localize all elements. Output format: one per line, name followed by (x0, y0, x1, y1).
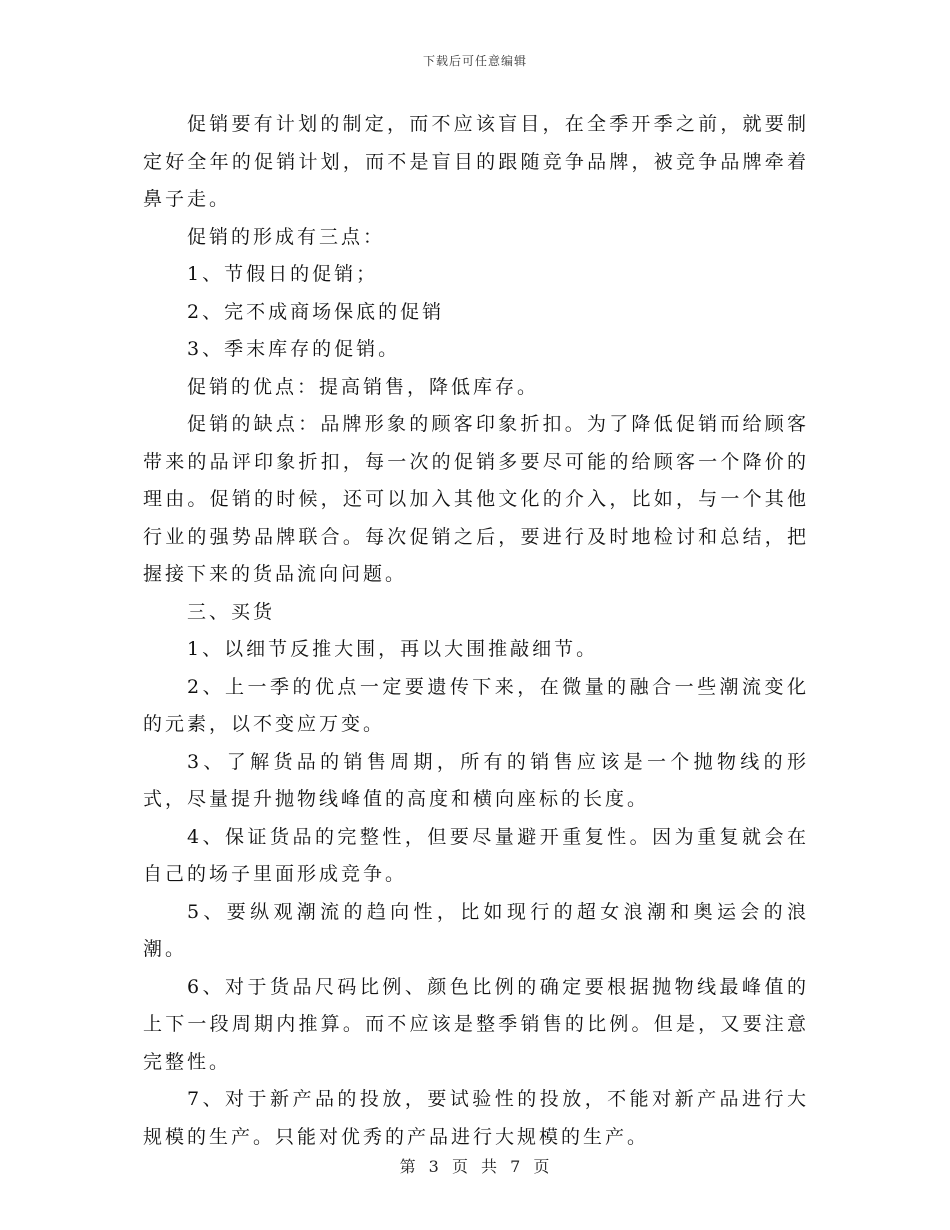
list-item-buying-5: 5、要纵观潮流的趋向性，比如现行的超女浪潮和奥运会的浪潮。 (143, 900, 809, 960)
section-heading-buying: 三、买货 (187, 600, 276, 623)
list-item-mall-minimum-promotion: 2、完不成商场保底的促销 (187, 300, 445, 323)
paragraph-promotion-advantages: 促销的优点：提高销售，降低库存。 (187, 375, 540, 398)
list-item-buying-2: 2、上一季的优点一定要遗传下来，在微量的融合一些潮流变化的元素，以不变应万变。 (143, 675, 809, 735)
page-number: 第 3 页 共 7 页 (399, 1157, 551, 1176)
list-item-buying-4: 4、保证货品的完整性，但要尽量避开重复性。因为重复就会在自己的场子里面形成竞争。 (143, 825, 809, 885)
paragraph-promotion-forms: 促销的形成有三点： (187, 225, 386, 248)
list-item-buying-7: 7、对于新产品的投放，要试验性的投放，不能对新产品进行大规模的生产。只能对优秀的产品进行大规模的生产。 (143, 1088, 809, 1148)
page-header: 下载后可任意编辑 (422, 54, 527, 68)
list-item-holiday-promotion: 1、节假日的促销； (187, 263, 379, 285)
list-item-buying-3: 3、了解货品的销售周期，所有的销售应该是一个抛物线的形式，尽量提升抛物线峰值的高度和横向座标的长度。 (143, 750, 809, 810)
document-body (143, 106, 809, 1156)
list-item-buying-1: 1、以细节反推大围，再以大围推敲细节。 (187, 638, 599, 660)
paragraph-promotion-disadvantages: 促销的缺点：品牌形象的顾客印象折扣。为了降低促销而给顾客带来的品评印象折扣，每一次的促销多要尽可能的给顾客一个降价的理由。促销的时候，还可以加入其他文化的介入，比如，与一个其他行业的强势品牌联合。每次促销之后，要进行及时地检讨和总结，把握接下来的货品流向问题。 (143, 413, 809, 585)
list-item-season-end-promotion: 3、季末库存的促销。 (187, 338, 401, 360)
paragraph-promotion-plan: 促销要有计划的制定，而不应该盲目，在全季开季之前，就要制定好全年的促销计划，而不是盲目的跟随竞争品牌，被竞争品牌牵着鼻子走。 (143, 113, 809, 210)
list-item-buying-6: 6、对于货品尺码比例、颜色比例的确定要根据抛物线最峰值的上下一段周期内推算。而不应该是整季销售的比例。但是，又要注意完整性。 (143, 975, 809, 1073)
